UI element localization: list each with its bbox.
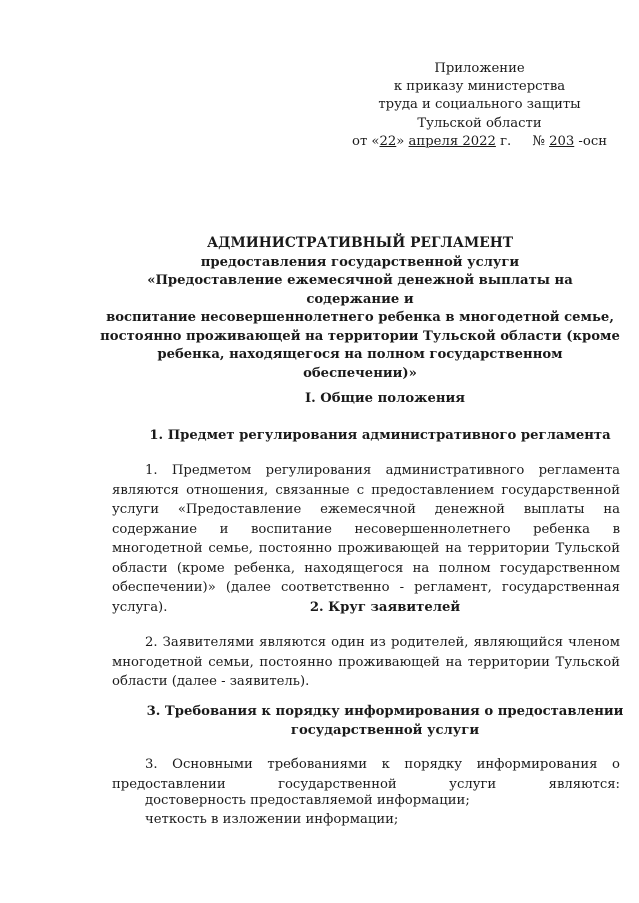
appendix-line: Приложение: [434, 61, 525, 76]
document-title: [100, 234, 620, 383]
paragraph-1: 1. Предметом регулирования административного регламента являются отношения, связанные с предоставлением государственной услуги «Предоставление ежемесячной денежной выплаты на содержание и воспитание несовершеннолетнего ребенка в многодетной семье, постоянно проживающей на территории Тульской области (кроме ребенка, находящегося на полном государственном обеспечении)» (далее соответственно - регламент, государственная услуга).: [112, 463, 620, 615]
appendix-line: к приказу министерства: [393, 79, 566, 95]
order-day: 22: [379, 133, 397, 149]
order-number-value: 203: [549, 133, 575, 149]
order-date: от «22» апреля 2022 г.: [352, 133, 512, 149]
paragraph-2: 2. Заявителями являются один из родителей, являющийся членом многодетной семьи, постоянно проживающей на территории Тульской области (далее - заявитель).: [112, 635, 620, 689]
title-line: воспитание несовершеннолетнего ребенка в многодетной семье,: [106, 310, 614, 325]
list-item: достоверность предоставляемой информации;: [145, 793, 470, 808]
title-main: АДМИНИСТРАТИВНЫЙ РЕГЛАМЕНТ: [206, 235, 514, 251]
appendix-line: труда и социального защиты: [378, 97, 581, 113]
order-date-line: [352, 133, 607, 151]
subsection-heading-2: 2. Круг заявителей: [309, 600, 461, 615]
subsection-heading-3: 3. Требования к порядку информирования о предоставлении государственной услуги: [146, 704, 624, 738]
appendix-block: [352, 60, 607, 151]
title-line: постоянно проживающей на территории Тульской области (кроме: [100, 328, 620, 344]
paragraph-3: 3. Основными требованиями к порядку информирования о предоставлении государственной услуги являются:: [112, 757, 620, 792]
title-line: ребенка, находящегося на полном государственном обеспечении)»: [157, 347, 563, 381]
list-item: четкость в изложении информации;: [145, 812, 399, 827]
subsection-heading-1: 1. Предмет регулирования административного регламента: [149, 428, 611, 443]
title-line: «Предоставление ежемесячной денежной выплаты на содержание и: [147, 273, 573, 307]
section-heading: I. Общие положения: [304, 391, 466, 406]
title-line: предоставления государственной услуги: [200, 254, 520, 270]
order-number: № 203 -осн: [532, 133, 607, 149]
order-month-year: апреля 2022: [408, 133, 496, 149]
appendix-line: Тульской области: [417, 115, 542, 131]
